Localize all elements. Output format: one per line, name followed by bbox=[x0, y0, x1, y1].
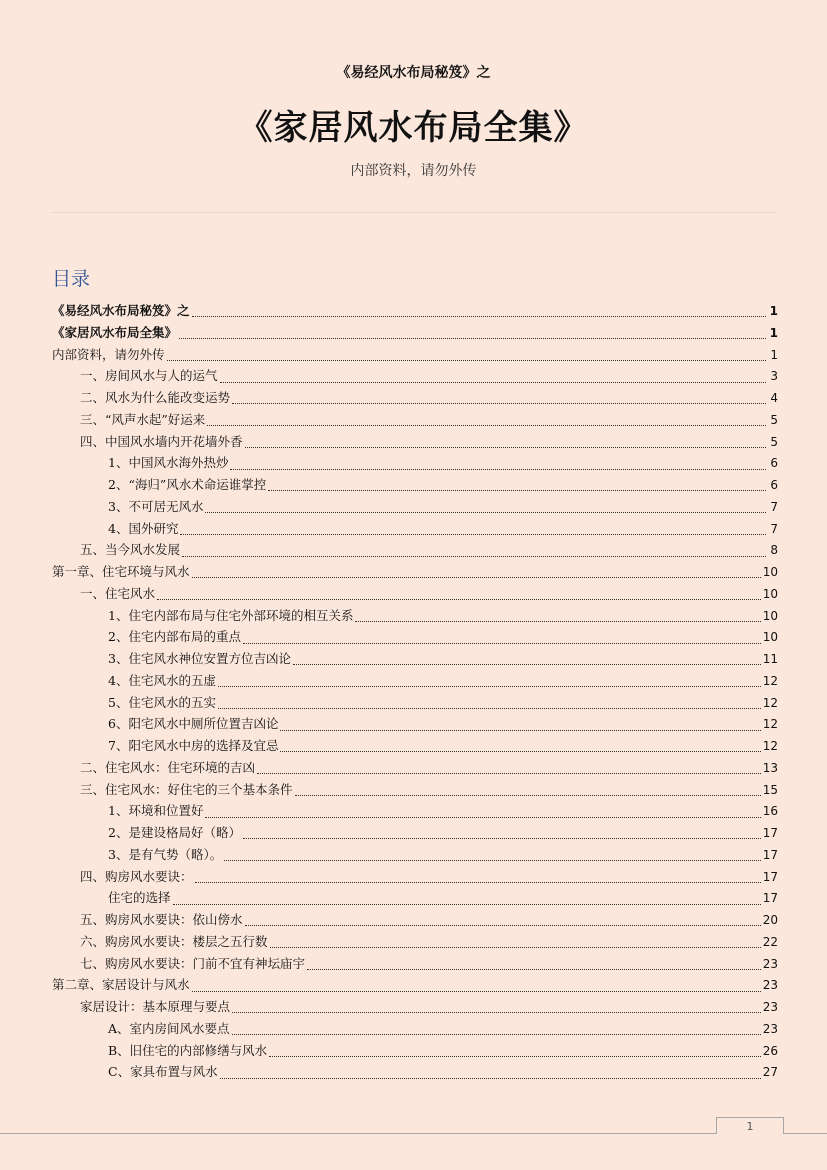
toc-entry-title: 1、环境和位置好 bbox=[108, 803, 204, 819]
toc-entry[interactable] bbox=[52, 974, 778, 996]
toc-leader-dots bbox=[268, 476, 766, 491]
document-title: 《家居风水布局全集》 bbox=[238, 108, 589, 148]
toc-entry[interactable] bbox=[52, 322, 778, 344]
toc-entry-page: 1 bbox=[769, 325, 778, 340]
toc-leader-dots bbox=[232, 1020, 761, 1035]
header-divider bbox=[52, 212, 776, 213]
toc-entry[interactable] bbox=[52, 887, 778, 909]
toc-entry-page: 3 bbox=[770, 369, 778, 384]
toc-entry-page: 7 bbox=[770, 499, 778, 514]
toc-leader-dots bbox=[243, 824, 761, 839]
toc-entry[interactable] bbox=[52, 474, 778, 496]
toc-entry-page: 5 bbox=[770, 434, 778, 449]
toc-leader-dots bbox=[195, 868, 761, 883]
toc-entry-page: 10 bbox=[762, 630, 778, 645]
toc-entry[interactable] bbox=[52, 996, 778, 1018]
toc-entry-page: 11 bbox=[762, 652, 778, 666]
toc-entry-page: 23 bbox=[762, 956, 778, 971]
toc-entry[interactable] bbox=[52, 1018, 778, 1040]
toc-entry-title: C、家具布置与风水 bbox=[108, 1064, 218, 1080]
toc-leader-dots bbox=[179, 324, 766, 339]
toc-entry-title: 《易经风水布局秘笈》之 bbox=[52, 303, 190, 318]
toc-entry-page: 13 bbox=[762, 760, 778, 775]
toc-entry-page: 1 bbox=[769, 304, 778, 318]
toc-entry[interactable] bbox=[52, 757, 778, 779]
toc-entry-page: 23 bbox=[762, 1021, 778, 1036]
toc-entry-title: 2、住宅内部布局的重点 bbox=[108, 629, 241, 645]
toc-entry[interactable] bbox=[52, 844, 778, 866]
toc-entry-title: 三、住宅风水：好住宅的三个基本条件 bbox=[80, 781, 293, 797]
toc-entry[interactable] bbox=[52, 953, 778, 975]
toc-entry-page: 27 bbox=[762, 1065, 778, 1080]
toc-entry-title: 6、阳宅风水中厕所位置吉凶论 bbox=[108, 716, 279, 732]
toc-entry[interactable] bbox=[52, 648, 778, 670]
toc-entry[interactable] bbox=[52, 779, 778, 801]
toc-leader-dots bbox=[180, 520, 766, 535]
toc-leader-dots bbox=[192, 302, 766, 317]
toc-leader-dots bbox=[218, 672, 761, 687]
toc-entry-page: 12 bbox=[762, 673, 778, 688]
toc-entry-page: 10 bbox=[762, 586, 778, 601]
toc-entry-title: 四、购房风水要诀： bbox=[80, 868, 193, 884]
toc-entry-title: B、旧住宅的内部修缮与风水 bbox=[108, 1042, 268, 1058]
toc-entry-page: 1 bbox=[770, 347, 778, 362]
toc-entry-title: 3、住宅风水神位安置方位吉凶论 bbox=[108, 651, 291, 666]
toc-entry[interactable] bbox=[52, 409, 778, 431]
toc-entry-title: 七、购房风水要诀：门前不宜有神坛庙宇 bbox=[80, 955, 306, 971]
toc-entry[interactable] bbox=[52, 518, 778, 540]
toc-leader-dots bbox=[257, 759, 761, 774]
toc-leader-dots bbox=[220, 368, 766, 383]
series-title: 《易经风水布局秘笈》之 bbox=[336, 65, 491, 81]
toc-heading: 目录 bbox=[52, 268, 91, 290]
toc-entry-page: 12 bbox=[762, 717, 778, 732]
toc-leader-dots bbox=[293, 650, 761, 665]
toc-leader-dots bbox=[232, 998, 761, 1013]
toc-leader-dots bbox=[245, 433, 766, 448]
toc-entry-page: 17 bbox=[762, 826, 778, 840]
toc-entry-title: 3、不可居无风水 bbox=[108, 498, 204, 514]
toc-leader-dots bbox=[192, 977, 761, 992]
toc-entry-title: 1、中国风水海外热炒 bbox=[108, 455, 229, 471]
toc-entry-title: 二、风水为什么能改变运势 bbox=[80, 390, 231, 405]
toc-entry-page: 7 bbox=[770, 521, 778, 536]
toc-entry[interactable] bbox=[52, 692, 778, 714]
toc-entry[interactable] bbox=[52, 365, 778, 387]
toc-entry-title: 一、住宅风水 bbox=[80, 585, 156, 601]
toc-entry[interactable] bbox=[52, 735, 778, 757]
toc-entry[interactable] bbox=[52, 1040, 778, 1062]
toc-leader-dots bbox=[182, 542, 766, 557]
toc-entry-page: 6 bbox=[770, 478, 778, 492]
toc-entry-title: 4、国外研究 bbox=[108, 520, 179, 536]
toc-leader-dots bbox=[224, 846, 761, 861]
toc-entry-title: 3、是有气势（略）。 bbox=[108, 846, 223, 862]
toc-entry[interactable] bbox=[52, 539, 778, 561]
toc-entry-title: 第一章、住宅环境与风水 bbox=[52, 564, 190, 579]
toc-entry[interactable] bbox=[52, 626, 778, 648]
toc-entry-page: 23 bbox=[762, 978, 778, 993]
page-number: 1 bbox=[716, 1117, 784, 1134]
toc-entry-page: 10 bbox=[762, 608, 778, 623]
toc-entry[interactable] bbox=[52, 605, 778, 627]
toc-entry-title: 五、当今风水发展 bbox=[80, 542, 181, 558]
toc-entry[interactable] bbox=[52, 431, 778, 453]
toc-leader-dots bbox=[295, 781, 761, 796]
toc-entry[interactable] bbox=[52, 866, 778, 888]
toc-entry-title: 《家居风水布局全集》 bbox=[52, 324, 178, 340]
toc-leader-dots bbox=[230, 455, 766, 470]
toc-entry[interactable] bbox=[52, 583, 778, 605]
toc-entry-title: 5、住宅风水的五实 bbox=[108, 694, 216, 710]
toc-leader-dots bbox=[207, 411, 766, 426]
toc-leader-dots bbox=[167, 346, 766, 361]
toc-entry[interactable] bbox=[52, 1061, 778, 1083]
toc-entry[interactable] bbox=[52, 561, 778, 583]
toc-leader-dots bbox=[205, 803, 760, 818]
toc-leader-dots bbox=[280, 716, 760, 731]
toc-entry-title: 2、“海归”风水术命运谁掌控 bbox=[108, 477, 267, 492]
toc-entry[interactable] bbox=[52, 931, 778, 953]
toc-leader-dots bbox=[157, 585, 761, 600]
toc-entry-title: 内部资料，请勿外传 bbox=[52, 346, 165, 362]
toc-entry[interactable] bbox=[52, 496, 778, 518]
toc-entry-page: 6 bbox=[770, 456, 778, 471]
toc-entry-title: 7、阳宅风水中房的选择及宜忌 bbox=[108, 738, 279, 753]
toc-entry[interactable] bbox=[52, 452, 778, 474]
toc-leader-dots bbox=[307, 955, 761, 970]
toc-entry[interactable] bbox=[52, 713, 778, 735]
toc-entry-title: 三、“风声水起”好运来 bbox=[80, 411, 206, 427]
toc-entry[interactable] bbox=[52, 670, 778, 692]
toc-entry-title: A、室内房间风水要点 bbox=[108, 1020, 230, 1036]
toc-leader-dots bbox=[270, 933, 761, 948]
toc-entry[interactable] bbox=[52, 800, 778, 822]
toc-entry-title: 二、住宅风水：住宅环境的吉凶 bbox=[80, 759, 256, 775]
toc-entry-page: 16 bbox=[762, 804, 778, 819]
toc-leader-dots bbox=[280, 737, 760, 752]
toc-leader-dots bbox=[173, 890, 761, 905]
toc-entry-page: 4 bbox=[770, 391, 778, 405]
toc-entry-title: 住宅的选择 bbox=[108, 890, 171, 906]
toc-entry-title: 一、房间风水与人的运气 bbox=[80, 368, 218, 384]
toc-entry-page: 5 bbox=[770, 412, 778, 427]
toc-entry-page: 17 bbox=[762, 869, 778, 884]
toc-entry-title: 家居设计：基本原理与要点 bbox=[80, 999, 231, 1014]
table-of-contents bbox=[52, 300, 778, 1083]
toc-entry[interactable] bbox=[52, 344, 778, 366]
toc-leader-dots bbox=[218, 694, 761, 709]
toc-entry[interactable] bbox=[52, 909, 778, 931]
toc-entry-title: 五、购房风水要诀：依山傍水 bbox=[80, 912, 243, 927]
toc-leader-dots bbox=[243, 629, 761, 644]
toc-entry-page: 12 bbox=[762, 739, 778, 753]
toc-leader-dots bbox=[269, 1042, 761, 1057]
toc-entry-title: 2、是建设格局好（略） bbox=[108, 825, 241, 840]
toc-leader-dots bbox=[355, 607, 760, 622]
toc-entry-title: 四、中国风水墙内开花墙外香 bbox=[80, 433, 243, 449]
toc-entry-page: 10 bbox=[762, 565, 778, 579]
toc-leader-dots bbox=[245, 911, 761, 926]
toc-entry-page: 17 bbox=[762, 847, 778, 862]
footer-divider bbox=[0, 1133, 827, 1134]
toc-leader-dots bbox=[192, 563, 761, 578]
toc-entry-page: 12 bbox=[762, 695, 778, 710]
toc-entry-title: 4、住宅风水的五虚 bbox=[108, 672, 216, 688]
toc-entry[interactable] bbox=[52, 387, 778, 409]
toc-entry-page: 22 bbox=[762, 934, 778, 949]
toc-leader-dots bbox=[205, 498, 766, 513]
toc-entry-title: 六、购房风水要诀：楼层之五行数 bbox=[80, 933, 268, 949]
toc-entry-page: 20 bbox=[762, 913, 778, 927]
toc-entry-title: 1、住宅内部布局与住宅外部环境的相互关系 bbox=[108, 607, 354, 623]
toc-entry-title: 第二章、家居设计与风水 bbox=[52, 977, 190, 993]
toc-entry-page: 17 bbox=[762, 891, 778, 906]
toc-entry[interactable] bbox=[52, 822, 778, 844]
toc-entry-page: 26 bbox=[762, 1043, 778, 1058]
toc-entry-page: 8 bbox=[770, 543, 778, 558]
document-tagline: 内部资料，请勿外传 bbox=[350, 163, 477, 179]
toc-entry[interactable] bbox=[52, 300, 778, 322]
toc-leader-dots bbox=[220, 1064, 761, 1079]
toc-entry-page: 15 bbox=[762, 782, 778, 797]
toc-leader-dots bbox=[232, 389, 766, 404]
toc-entry-page: 23 bbox=[762, 1000, 778, 1014]
